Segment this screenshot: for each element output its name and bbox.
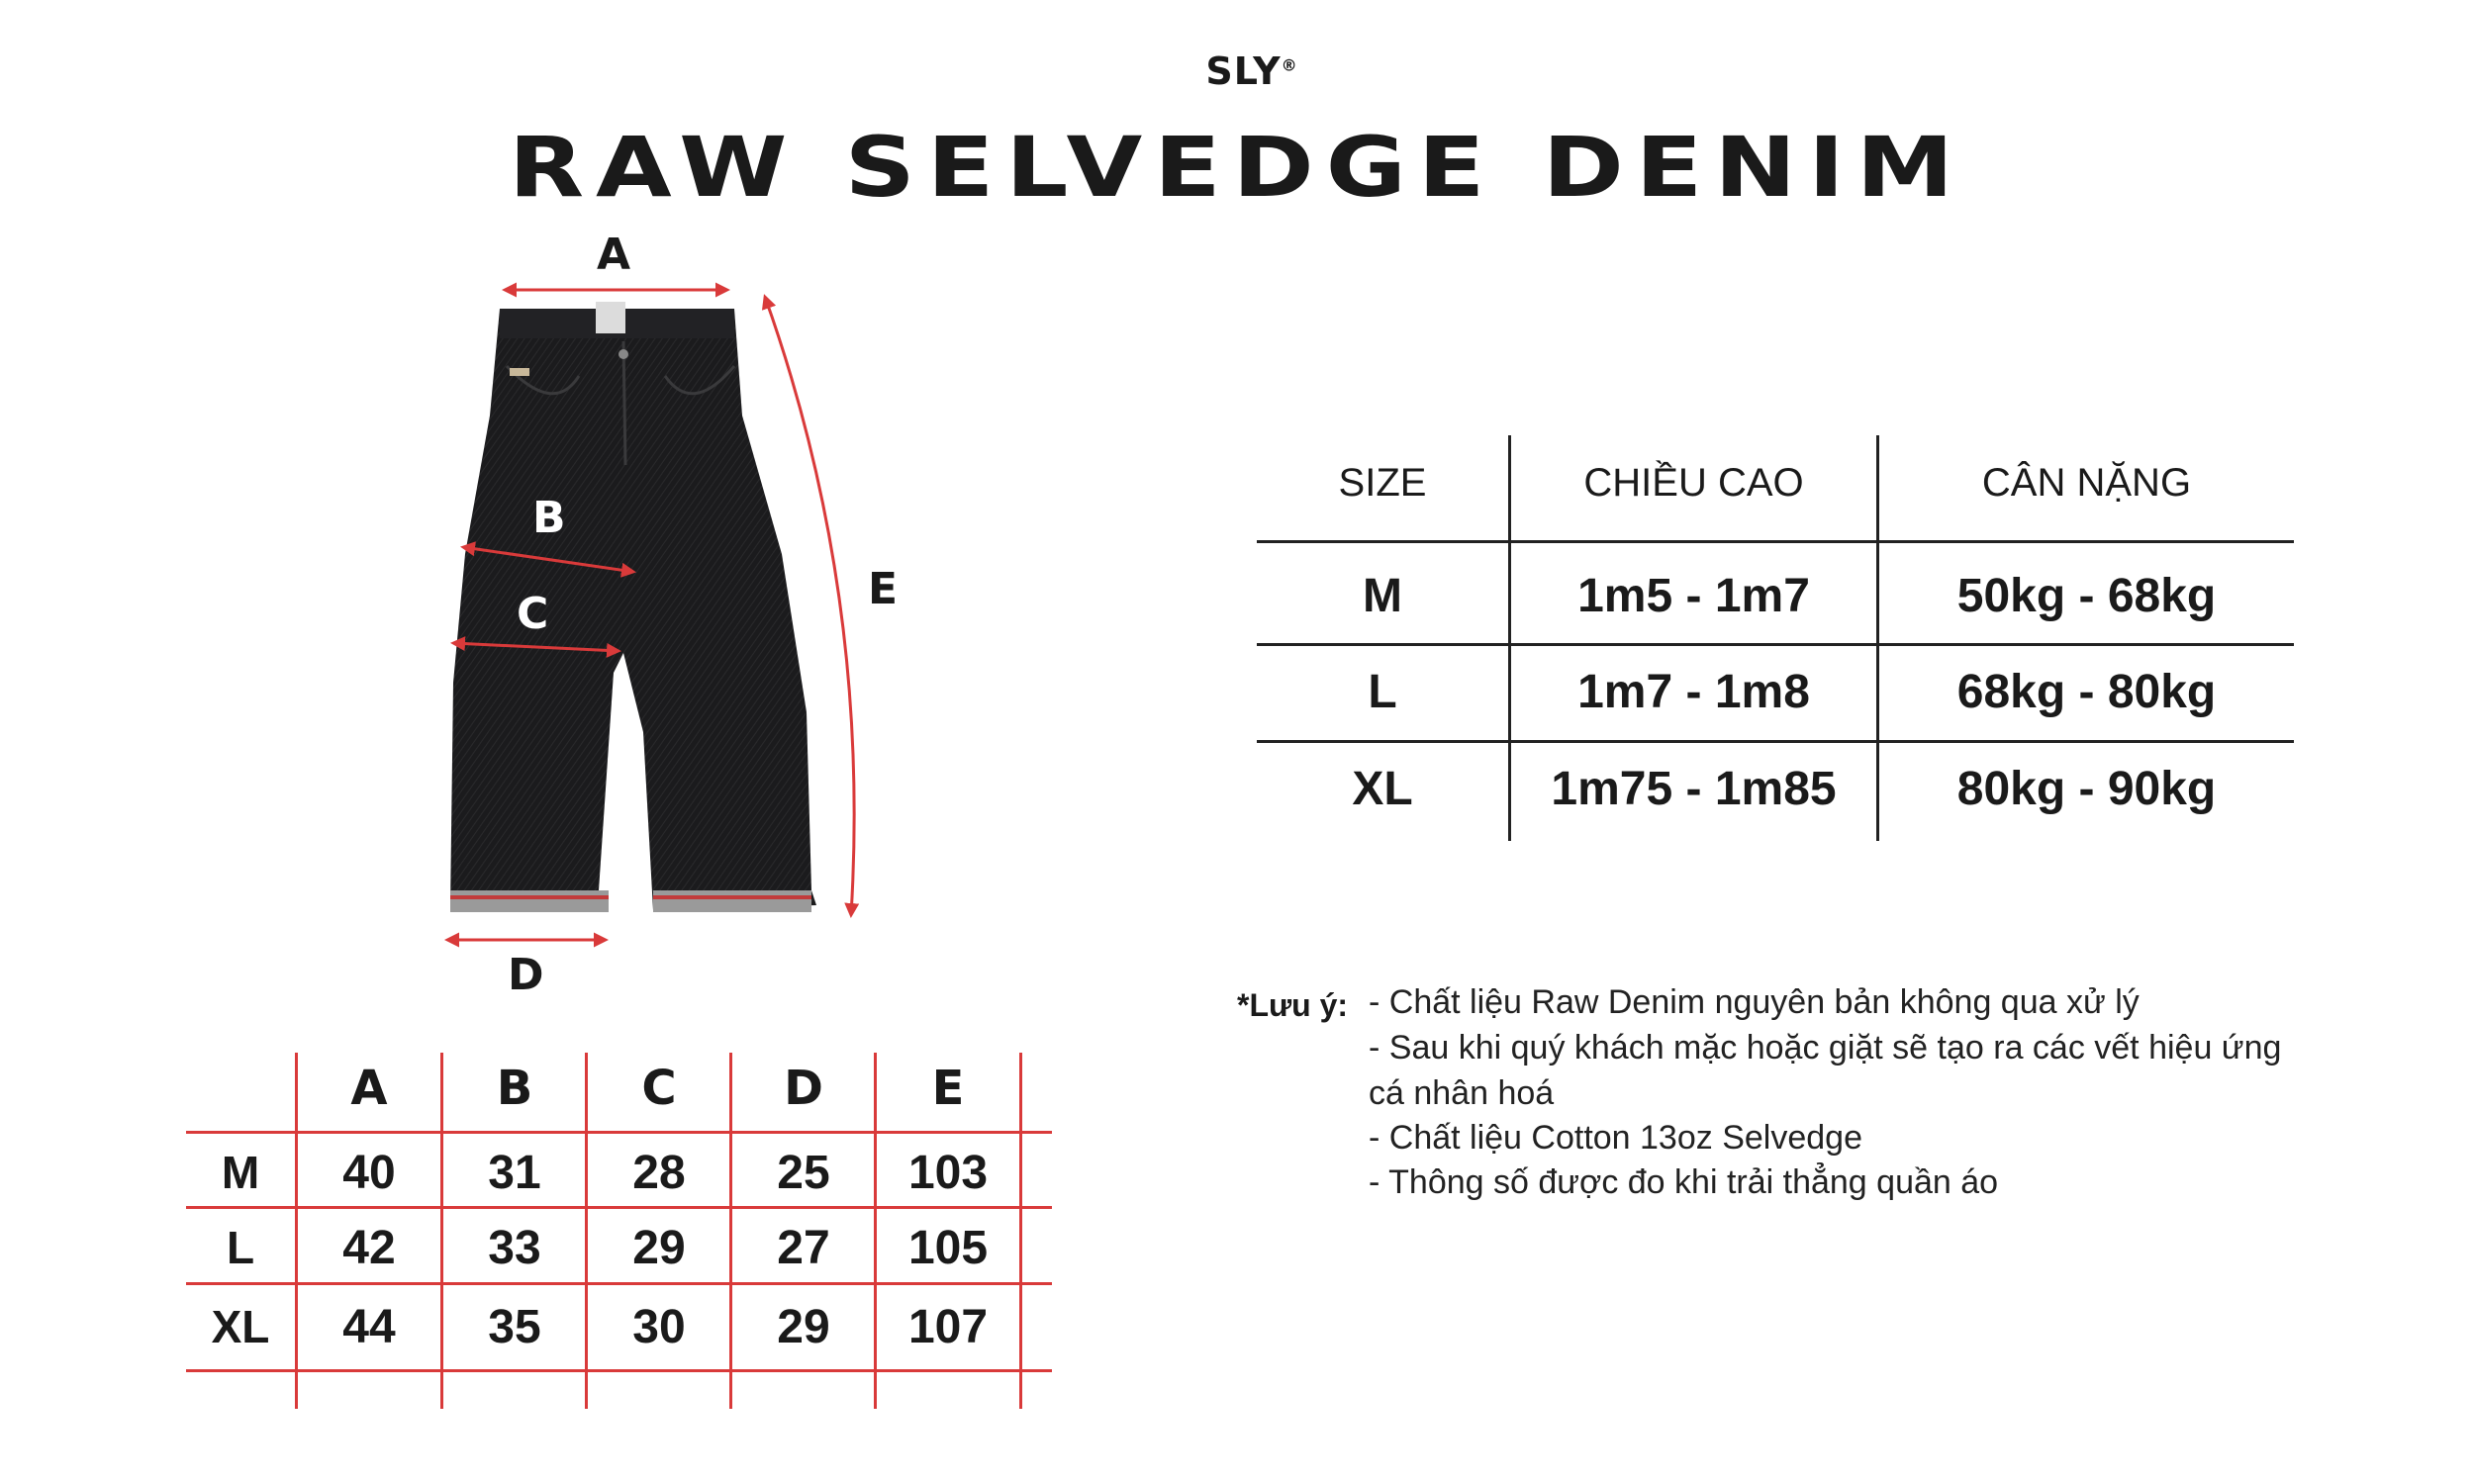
note-label: *Lưu ý:: [1237, 987, 1349, 1023]
row-label-xl: XL: [211, 1301, 270, 1352]
note-line-3: cá nhân hoá: [1369, 1074, 1555, 1112]
note-line-4: - Chất liệu Cotton 13oz Selvedge: [1369, 1119, 1862, 1157]
cell-l-b: 33: [488, 1222, 541, 1274]
waist-tag: [596, 302, 625, 333]
jeans-image: [450, 302, 816, 912]
cell-m-b: 31: [488, 1147, 541, 1199]
size-header: SIZE: [1338, 461, 1427, 505]
weight-header: CÂN NẶNG: [1981, 461, 2192, 505]
label-c: C: [517, 589, 549, 639]
cell-xl-b: 35: [488, 1301, 541, 1353]
note-line-5: - Thông số được đo khi trải thẳng quần áo: [1369, 1163, 1999, 1201]
height-m: 1m5 - 1m7: [1577, 570, 1810, 622]
note-line-1: - Chất liệu Raw Denim nguyên bản không qua xử lý: [1369, 983, 2140, 1021]
cell-m-e: 103: [907, 1147, 989, 1199]
cell-l-e: 105: [907, 1222, 989, 1274]
height-l: 1m7 - 1m8: [1577, 666, 1810, 718]
label-b: B: [532, 493, 566, 543]
weight-l: 68kg - 80kg: [1956, 666, 2217, 718]
col-header-a: A: [350, 1061, 388, 1116]
cell-xl-a: 44: [342, 1301, 396, 1353]
brand-name: SLY: [1205, 49, 1282, 93]
row-label-m: M: [221, 1147, 260, 1198]
cell-xl-e: 107: [907, 1301, 989, 1353]
label-a: A: [597, 230, 631, 280]
weight-xl: 80kg - 90kg: [1956, 763, 2217, 815]
label-e: E: [868, 564, 899, 614]
size-xl: XL: [1352, 763, 1413, 815]
col-header-e: E: [931, 1061, 965, 1116]
cell-xl-c: 30: [632, 1301, 686, 1353]
brand-logo: [1188, 49, 1316, 93]
height-header: CHIỀU CAO: [1583, 461, 1804, 505]
cell-xl-d: 29: [777, 1301, 830, 1353]
label-d: D: [508, 950, 544, 1000]
cell-l-c: 29: [632, 1222, 686, 1274]
cell-l-a: 42: [342, 1222, 396, 1274]
col-header-d: D: [784, 1061, 823, 1116]
col-header-c: C: [641, 1061, 677, 1116]
weight-m: 50kg - 68kg: [1956, 570, 2217, 622]
cell-m-c: 28: [632, 1147, 686, 1199]
height-xl: 1m75 - 1m85: [1551, 763, 1837, 815]
size-m: M: [1363, 570, 1402, 622]
cell-m-a: 40: [342, 1147, 396, 1199]
col-header-b: B: [496, 1061, 533, 1116]
size-l: L: [1368, 666, 1397, 718]
cell-l-d: 27: [777, 1222, 830, 1274]
note-line-2: - Sau khi quý khách mặc hoặc giặt sẽ tạo ra các vết hiệu ứng: [1369, 1029, 2282, 1067]
registered-mark: ®: [1281, 55, 1298, 75]
page-title: RAW SELVEDGE DENIM: [508, 119, 1966, 216]
cell-m-d: 25: [777, 1147, 830, 1199]
row-label-l: L: [226, 1222, 255, 1273]
